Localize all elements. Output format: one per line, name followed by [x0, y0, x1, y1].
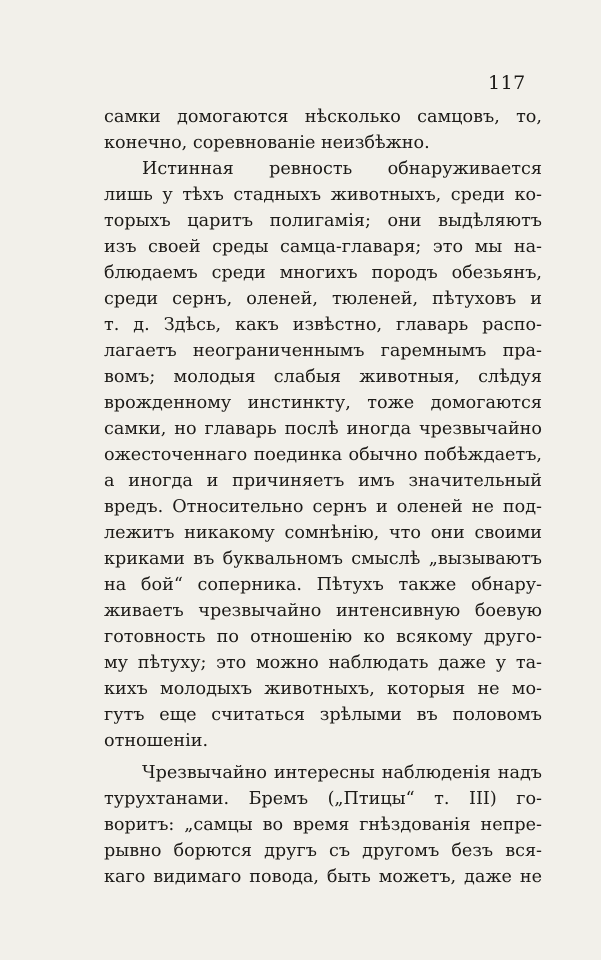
text-line: врожденному инстинкту, тоже домогаются	[104, 393, 542, 413]
text-line: лагаетъ неограниченнымъ гаремнымъ пра-	[104, 341, 542, 361]
text-line: гутъ еще считаться зрѣлыми въ половомъ	[104, 705, 542, 725]
text-line: т. д. Здѣсь, какъ извѣстно, главарь распо-	[104, 315, 542, 335]
text-line: вредъ. Относительно сернъ и оленей не под-	[104, 497, 542, 517]
text-line: изъ своей среды самца-главаря; это мы на-	[104, 237, 542, 257]
text-line: а иногда и причиняетъ имъ значительный	[104, 471, 542, 491]
text-line: вомъ; молодыя слабыя животныя, слѣдуя	[104, 367, 542, 387]
paragraph-start-line: Истинная ревность обнаруживается	[142, 159, 542, 179]
paragraph-start-line: Чрезвычайно интересны наблюденія надъ	[142, 763, 542, 783]
text-line: каго видимаго повода, быть можетъ, даже не	[104, 867, 542, 887]
text-line: конечно, соревнованіе неизбѣжно.	[104, 133, 430, 153]
text-line: живаетъ чрезвычайно интенсивную боевую	[104, 601, 542, 621]
text-line: готовность по отношенію ко всякому друго-	[104, 627, 542, 647]
text-line: криками въ буквальномъ смыслѣ „вызываютъ	[104, 549, 542, 569]
text-line: турухтанами. Бремъ („Птицы“ т. III) го-	[104, 789, 542, 809]
text-line: рывно борются другъ съ другомъ безъ вся-	[104, 841, 542, 861]
text-line: лежитъ никакому сомнѣнію, что они своими	[104, 523, 542, 543]
text-line: среди сернъ, оленей, тюленей, пѣтуховъ и	[104, 289, 542, 309]
text-line: самки, но главарь послѣ иногда чрезвычайно	[104, 419, 542, 439]
text-line: самки домогаются нѣсколько самцовъ, то,	[104, 107, 542, 127]
text-line: торыхъ царитъ полигамія; они выдѣляютъ	[104, 211, 542, 231]
text-line: отношеніи.	[104, 731, 209, 751]
text-line: му пѣтуху; это можно наблюдать даже у та-	[104, 653, 542, 673]
page-number: 117	[488, 72, 526, 94]
text-line: на бой“ соперника. Пѣтухъ также обнару-	[104, 575, 542, 595]
text-line: ожесточеннаго поединка обычно побѣждаетъ,	[104, 445, 542, 465]
text-line: воритъ: „самцы во время гнѣздованія непре-	[104, 815, 542, 835]
text-line: кихъ молодыхъ животныхъ, которыя не мо-	[104, 679, 542, 699]
text-line: блюдаемъ среди многихъ породъ обезьянъ,	[104, 263, 542, 283]
text-line: лишь у тѣхъ стадныхъ животныхъ, среди ко-	[104, 185, 542, 205]
